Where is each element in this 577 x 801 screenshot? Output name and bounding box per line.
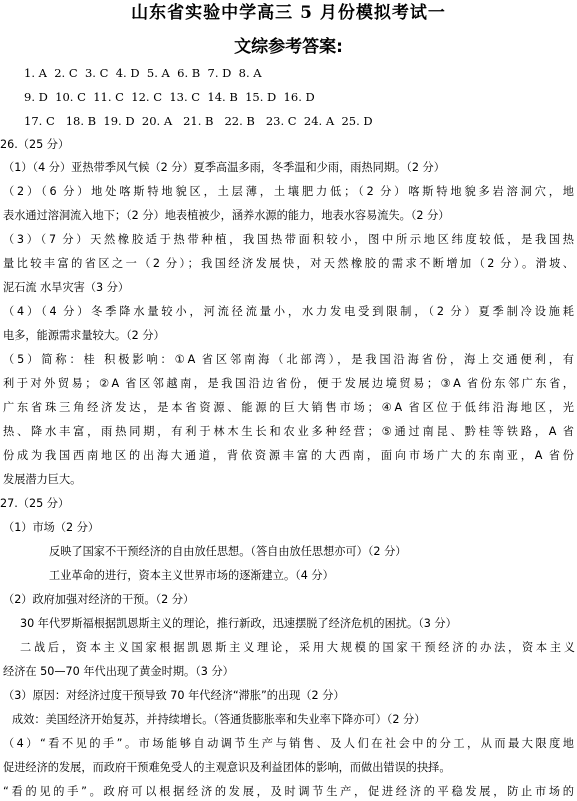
q26-line-14: 发展潜力巨大。 (3, 473, 82, 486)
q26-line-10: 利于对外贸易；②A 省区邻越南，是我国沿边省份，便于发展边境贸易；③A 省份东邻广东省， (3, 377, 574, 390)
q27-line-4: （2）政府加强对经济的干预。（2 分） (3, 593, 195, 606)
q27-line-7: 经济在 50—70 年代出现了黄金时期。（3 分） (3, 665, 234, 678)
q26-line-3: 表水通过溶洞流入地下；（2 分）地表植被少，涵养水源的能力，地表水容易流失。（2 分） (3, 209, 450, 222)
q26-heading: 26.（25 分） (0, 138, 70, 151)
q26-line-1: （1）（4 分）亚热带季风气候（2 分）夏季高温多雨，冬季温和少雨，雨热同期。（2 分） (3, 161, 445, 174)
q26-line-4: （3）（7 分）天然橡胶适于热带种植，我国热带面积较小，图中所示地区纬度较低，是我国热 (3, 233, 574, 246)
q27-line-8: （3）原因：对经济过度干预导致 70 年代经济“滞胀”的出现（2 分） (3, 689, 345, 702)
q26-line-5: 量比较丰富的省区之一（2 分）；我国经济发展快，对天然橡胶的需求不断增加（2 分）。滑坡、 (3, 257, 574, 270)
q27-line-6: 二战后，资本主义国家根据凯恩斯主义理论，采用大规模的国家干预经济的办法，资本主义 (20, 641, 575, 654)
page-subtitle: 文综参考答案: (234, 37, 343, 57)
mc-answers-row-3: 17. C 18. B 19. D 20. A 21. B 22. B 23. C 24. A 25. D (24, 114, 373, 128)
q26-line-9: （5）简称：桂 积极影响：①A 省区邻南海（北部湾），是我国沿海省份，海上交通便利，有 (3, 353, 574, 366)
q27-line-5: 30 年代罗斯福根据凯恩斯主义的理论，推行新政，迅速摆脱了经济危机的困扰。（3 分） (20, 617, 457, 630)
q27-line-2: 反映了国家不干预经济的自由放任思想。（答自由放任思想亦可）（2 分） (49, 545, 407, 558)
q27-line-11: 促进经济的发展，而政府干预难免受人的主观意识及利益团体的影响，而做出错误的抉择。 (3, 761, 451, 774)
q26-line-8: 电多，能源需求量较大。（2 分） (3, 329, 165, 342)
q27-line-12: “看的见的手”。政府可以根据经济的发展，及时调节生产，促进经济的平稳发展，防止市场的 (3, 785, 574, 798)
q26-line-2: （2）（6 分）地处喀斯特地貌区，土层薄，土壤肥力低；（2 分）喀斯特地貌多岩溶洞穴，地 (3, 185, 574, 198)
q27-line-3: 工业革命的进行，资本主义世界市场的逐渐建立。（4 分） (49, 569, 334, 582)
q26-line-12: 热、降水丰富，雨热同期，有利于林木生长和农业多种经营；⑤通过南昆、黔桂等铁路，A 省 (3, 425, 574, 438)
q26-line-11: 广东省珠三角经济发达，是本省资源、能源的巨大销售市场；④A 省区位于低纬沿海地区，光 (3, 401, 574, 414)
q26-line-6: 泥石流 水旱灾害（3 分） (3, 281, 130, 294)
q27-heading: 27.（25 分） (0, 497, 70, 510)
mc-answers-row-2: 9. D 10. C 11. C 12. C 13. C 14. B 15. D 16. D (24, 90, 315, 104)
q27-line-10: （4）“看不见的手”。市场能够自动调节生产与销售、及人们在社会中的分工，从而最大限度地 (3, 737, 574, 750)
q26-line-7: （4）（4 分）冬季降水量较小，河流径流量小，水力发电受到限制，（2 分）夏季制冷设施耗 (3, 305, 574, 318)
q27-line-1: （1）市场（2 分） (3, 521, 100, 534)
page-title: 山东省实验中学高三 5 月份模拟考试一 (131, 3, 446, 23)
q27-line-9: 成效：美国经济开始复苏，并持续增长。（答通货膨胀率和失业率下降亦可）（2 分） (12, 713, 426, 726)
q26-line-13: 份成为我国西南地区的出海大通道，背依资源丰富的大西南，面向市场广大的东南亚，A 省份 (3, 449, 574, 462)
mc-answers-row-1: 1. A 2. C 3. C 4. D 5. A 6. B 7. D 8. A (24, 66, 262, 80)
